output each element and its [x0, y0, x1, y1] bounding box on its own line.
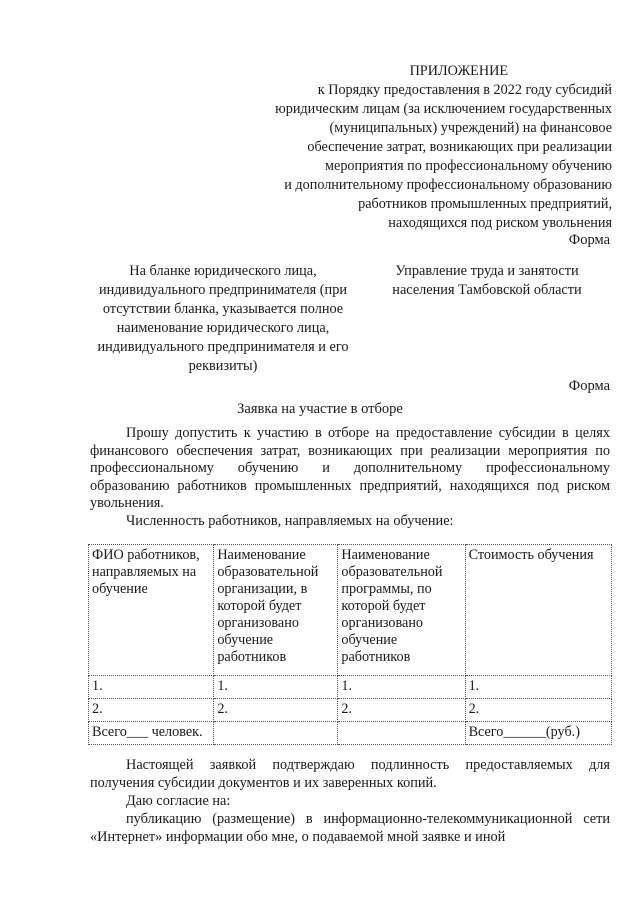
table-header-cell: Наименование образовательной программы, по которой будет организовано обучение работников: [338, 545, 465, 676]
table-cell: 2.: [465, 699, 611, 722]
letterhead-line: отсутствии бланка, указывается полное: [102, 301, 344, 317]
letterhead-line: индивидуального предпринимателя (при: [98, 282, 348, 298]
table-cell: 1.: [338, 676, 465, 699]
publication-consent-paragraph: публикацию (размещение) в информационно-телекоммуникационной сети «Интернет» информации обо мне, о подаваемой мной заявке и иной: [90, 811, 610, 845]
employees-table: [88, 544, 612, 745]
total-cost-cell: Всего______(руб.): [465, 722, 611, 745]
appendix-line: мероприятия по профессиональному обучению: [325, 158, 612, 174]
letterhead-line: реквизиты): [188, 358, 258, 374]
table-cell: 2.: [338, 699, 465, 722]
letterhead-line: наименование юридического лица,: [116, 320, 330, 336]
employees-count-paragraph: Численность работников, направляемых на обучение:: [126, 513, 454, 529]
application-title: Заявка на участие в отборе: [237, 401, 403, 417]
table-row: [89, 699, 612, 722]
table-total-row: [89, 722, 612, 745]
table-cell: [338, 722, 465, 745]
appendix-line: обеспечение затрат, возникающих при реализации: [307, 139, 612, 155]
appendix-line: к Порядку предоставления в 2022 году субсидий: [317, 82, 612, 98]
appendix-title: ПРИЛОЖЕНИЕ: [409, 63, 508, 79]
table-row: [89, 676, 612, 699]
addressee: [382, 262, 592, 300]
addressee-line: населения Тамбовской области: [392, 282, 582, 298]
forma-label: Форма: [568, 232, 610, 248]
table-cell: 2.: [214, 699, 338, 722]
table-cell: 2.: [89, 699, 214, 722]
addressee-line: Управление труда и занятости: [395, 263, 579, 279]
total-employees-cell: Всего___ человек.: [89, 722, 214, 745]
confirmation-paragraph: Настоящей заявкой подтверждаю подлинность предоставляемых для получения субсидии документов и их заверенных копий.: [90, 757, 610, 791]
forma-label: Форма: [568, 378, 610, 394]
table-header-cell: ФИО работников, направляемых на обучение: [89, 545, 214, 676]
letterhead-line: индивидуального предпринимателя и его: [97, 339, 349, 355]
appendix-line: работников промышленных предприятий,: [358, 196, 612, 212]
table-cell: 1.: [465, 676, 611, 699]
appendix-line: находящихся под риском увольнения: [388, 215, 612, 231]
appendix-line: юридическим лицам (за исключением государственных: [275, 101, 612, 117]
table-cell: [214, 722, 338, 745]
appendix-line: и дополнительному профессиональному образованию: [284, 177, 612, 193]
table-header-cell: Наименование образовательной организации, в которой будет организовано обучение работников: [214, 545, 338, 676]
appendix-line: (муниципальных) учреждений) на финансовое: [329, 120, 612, 136]
table-cell: 1.: [214, 676, 338, 699]
table-cell: 1.: [89, 676, 214, 699]
letterhead-line: На бланке юридического лица,: [129, 263, 317, 279]
appendix-header: [232, 62, 612, 233]
consent-paragraph: Даю согласие на:: [126, 793, 231, 809]
letterhead-note: [88, 262, 358, 376]
table-header-cell: Стоимость обучения: [465, 545, 611, 676]
table-header-row: [89, 545, 612, 676]
request-paragraph: Прошу допустить к участию в отборе на предоставление субсидии в целях финансового обеспечения затрат, возникающих при реализации мероприятия по профессиональному обучению и дополнительному профессиональному образованию работников промышленных предприятий, находящихся под риском увольнения.: [90, 425, 610, 511]
